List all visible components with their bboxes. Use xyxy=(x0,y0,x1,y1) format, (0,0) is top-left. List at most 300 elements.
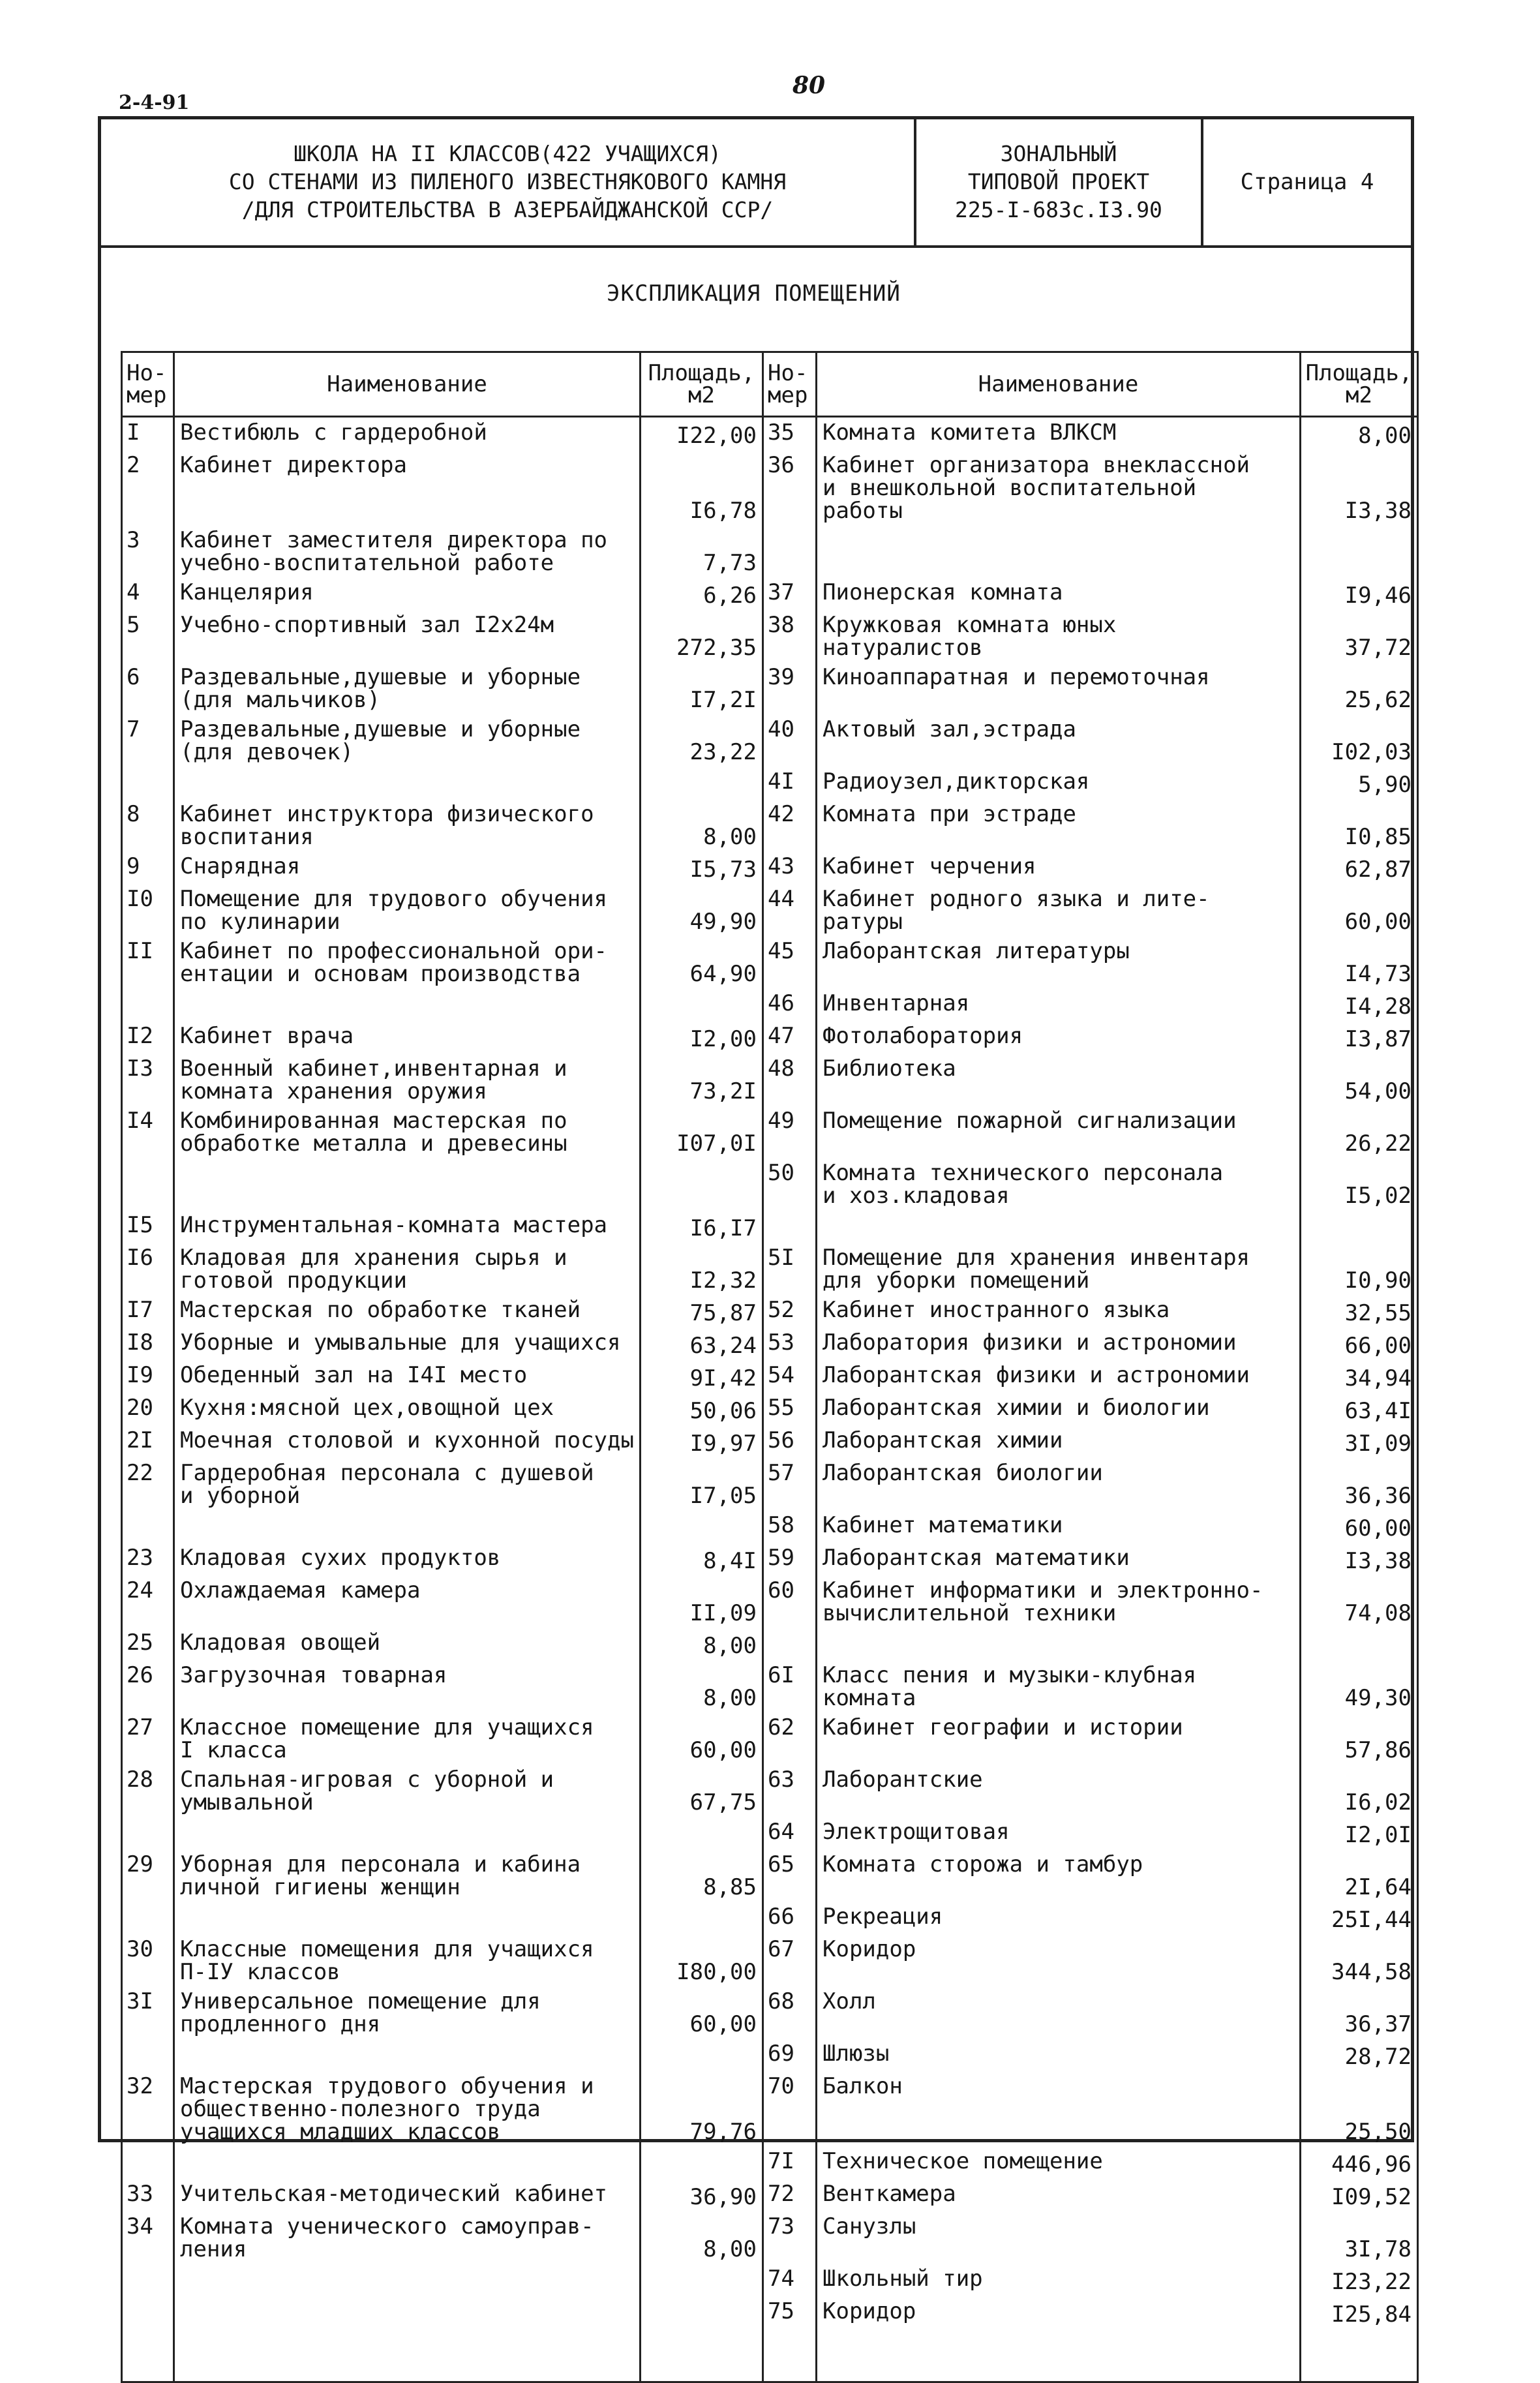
table-row xyxy=(122,1295,1418,1328)
room-name: Уборная для персонала и кабина личной гигиены женщин xyxy=(174,1849,641,1902)
room-name xyxy=(174,1510,641,1543)
room-number: 66 xyxy=(763,1902,817,1934)
table-row xyxy=(122,2211,1418,2264)
rooms-explication-table xyxy=(121,351,1419,2383)
room-number xyxy=(763,525,817,577)
room-number: 64 xyxy=(763,1817,817,1849)
room-number: 9 xyxy=(122,851,174,884)
room-number xyxy=(122,2146,174,2179)
room-name: Кабинет заместителя директора по учебно-воспитательной работе xyxy=(174,525,641,577)
room-name: Кабинет черчения xyxy=(817,851,1301,884)
room-area: 64,90 xyxy=(641,936,763,988)
room-name: Комбинированная мастерская по обработке металла и древесины xyxy=(174,1106,641,1158)
table-row xyxy=(122,884,1418,936)
document-code: 2-4-91 xyxy=(119,91,190,114)
title-block xyxy=(101,119,1411,248)
table-row xyxy=(122,1021,1418,1054)
room-area: 8,00 xyxy=(641,799,763,851)
room-area: I6,02 xyxy=(1301,1765,1418,1817)
room-area: I3,38 xyxy=(1301,1543,1418,1575)
room-number: 49 xyxy=(763,1106,817,1158)
room-name: Кружковая комната юных натуралистов xyxy=(817,610,1301,662)
room-number: 52 xyxy=(763,1295,817,1328)
room-number xyxy=(763,1628,817,1660)
sheet-title: ЭКСПЛИКАЦИЯ ПОМЕЩЕНИЙ xyxy=(607,281,901,307)
room-area: 36,37 xyxy=(1301,1986,1418,2039)
table-row xyxy=(122,1360,1418,1393)
header-name: Наименование xyxy=(174,352,641,417)
room-number: 22 xyxy=(122,1458,174,1510)
room-area: I6,78 xyxy=(641,450,763,525)
room-name xyxy=(174,767,641,799)
room-area xyxy=(641,767,763,799)
room-area: 54,00 xyxy=(1301,1054,1418,1106)
room-number xyxy=(122,2296,174,2329)
room-area xyxy=(641,1817,763,1849)
room-number: I9 xyxy=(122,1360,174,1393)
room-area: 62,87 xyxy=(1301,851,1418,884)
table-row xyxy=(122,2071,1418,2146)
room-name: Комната комитета ВЛКСМ xyxy=(817,417,1301,451)
room-number: I4 xyxy=(122,1106,174,1158)
room-area: I4,73 xyxy=(1301,936,1418,988)
table-end-row xyxy=(122,2329,1418,2382)
room-name xyxy=(174,1902,641,1934)
room-number: 4 xyxy=(122,577,174,610)
room-area xyxy=(1301,1628,1418,1660)
table-row xyxy=(122,936,1418,988)
room-name: Радиоузел,дикторская xyxy=(817,767,1301,799)
room-name: Кабинет инструктора физического воспитания xyxy=(174,799,641,851)
room-number xyxy=(122,1158,174,1210)
room-area xyxy=(641,2039,763,2071)
room-number: 56 xyxy=(763,1425,817,1458)
room-number: 5 xyxy=(122,610,174,662)
room-area: 36,90 xyxy=(641,2179,763,2211)
table-row xyxy=(122,767,1418,799)
room-number xyxy=(122,1902,174,1934)
room-area: II,09 xyxy=(641,1575,763,1628)
table-body xyxy=(122,417,1418,2382)
room-name: Кабинет математики xyxy=(817,1510,1301,1543)
table-row xyxy=(122,1328,1418,1360)
room-area: I23,22 xyxy=(1301,2264,1418,2296)
room-name: Помещение для трудового обучения по кулинарии xyxy=(174,884,641,936)
room-name: Охлаждаемая камера xyxy=(174,1575,641,1628)
room-area: 25,62 xyxy=(1301,662,1418,714)
room-number: 29 xyxy=(122,1849,174,1902)
room-number: 58 xyxy=(763,1510,817,1543)
room-name: Рекреация xyxy=(817,1902,1301,1934)
room-number: 53 xyxy=(763,1328,817,1360)
room-area xyxy=(641,2296,763,2329)
room-name: Фотолаборатория xyxy=(817,1021,1301,1054)
room-area: I07,0I xyxy=(641,1106,763,1158)
room-name xyxy=(174,2296,641,2329)
room-name: Кабинет врача xyxy=(174,1021,641,1054)
room-name: Шлюзы xyxy=(817,2039,1301,2071)
room-name: Спальная-игровая с уборной и умывальной xyxy=(174,1765,641,1817)
table-row xyxy=(122,2146,1418,2179)
school-title-line: ШКОЛА НА II КЛАССОВ(422 УЧАЩИХСЯ) xyxy=(294,141,721,167)
room-area: 8,4I xyxy=(641,1543,763,1575)
room-number: 33 xyxy=(122,2179,174,2211)
room-number: 46 xyxy=(763,988,817,1021)
room-area: 63,24 xyxy=(641,1328,763,1360)
room-area: 3I,78 xyxy=(1301,2211,1418,2264)
room-name: Кабинет иностранного языка xyxy=(817,1295,1301,1328)
room-area: 73,2I xyxy=(641,1054,763,1106)
table-row xyxy=(122,1817,1418,1849)
room-number: 44 xyxy=(763,884,817,936)
room-number: 69 xyxy=(763,2039,817,2071)
table-row xyxy=(122,577,1418,610)
room-name: Класс пения и музыки-клубная комната xyxy=(817,1660,1301,1712)
room-number: 74 xyxy=(763,2264,817,2296)
room-number: 3 xyxy=(122,525,174,577)
room-area: 32,55 xyxy=(1301,1295,1418,1328)
room-number: 65 xyxy=(763,1849,817,1902)
table-row xyxy=(122,1849,1418,1902)
room-name: Электрощитовая xyxy=(817,1817,1301,1849)
room-area: 66,00 xyxy=(1301,1328,1418,1360)
room-area: I6,I7 xyxy=(641,1210,763,1243)
room-number: 37 xyxy=(763,577,817,610)
room-number: 5I xyxy=(763,1243,817,1295)
table-row xyxy=(122,610,1418,662)
room-name xyxy=(817,1210,1301,1243)
room-number: 42 xyxy=(763,799,817,851)
room-name xyxy=(817,525,1301,577)
table-row xyxy=(122,1628,1418,1660)
room-area: 8,00 xyxy=(641,1660,763,1712)
room-name: Лаборатория физики и астрономии xyxy=(817,1328,1301,1360)
room-area: 49,30 xyxy=(1301,1660,1418,1712)
room-area: 75,87 xyxy=(641,1295,763,1328)
room-area: 6,26 xyxy=(641,577,763,610)
project-line: ЗОНАЛЬНЫЙ xyxy=(1000,141,1117,167)
room-area: 23,22 xyxy=(641,714,763,767)
room-area: 60,00 xyxy=(1301,884,1418,936)
room-name: Классное помещение для учащихся I класса xyxy=(174,1712,641,1765)
empty-cell xyxy=(763,2329,817,2382)
room-name: Коридор xyxy=(817,1934,1301,1986)
room-number: 30 xyxy=(122,1934,174,1986)
page-number: 80 xyxy=(793,72,826,99)
room-number xyxy=(122,1817,174,1849)
room-number: 2I xyxy=(122,1425,174,1458)
room-area: I2,0I xyxy=(1301,1817,1418,1849)
school-title xyxy=(101,119,916,245)
header-name: Наименование xyxy=(817,352,1301,417)
empty-cell xyxy=(122,2329,174,2382)
table-row xyxy=(122,1458,1418,1510)
room-number: I2 xyxy=(122,1021,174,1054)
room-number: 50 xyxy=(763,1158,817,1210)
room-number: I6 xyxy=(122,1243,174,1295)
room-name: Лаборантская химии и биологии xyxy=(817,1393,1301,1425)
room-area: 50,06 xyxy=(641,1393,763,1425)
room-number: 75 xyxy=(763,2296,817,2329)
room-number: 55 xyxy=(763,1393,817,1425)
room-number xyxy=(122,2264,174,2296)
table-row xyxy=(122,1765,1418,1817)
room-number xyxy=(122,1510,174,1543)
room-name: Гардеробная персонала с душевой и уборной xyxy=(174,1458,641,1510)
room-area xyxy=(1301,525,1418,577)
room-number: 24 xyxy=(122,1575,174,1628)
room-number: 45 xyxy=(763,936,817,988)
room-area xyxy=(1301,1210,1418,1243)
room-number: 72 xyxy=(763,2179,817,2211)
room-area xyxy=(641,1510,763,1543)
room-number: I5 xyxy=(122,1210,174,1243)
table-row xyxy=(122,1425,1418,1458)
room-number: 70 xyxy=(763,2071,817,2146)
room-name: Военный кабинет,инвентарная и комната хранения оружия xyxy=(174,1054,641,1106)
room-area: 8,00 xyxy=(641,1628,763,1660)
room-area: 60,00 xyxy=(641,1712,763,1765)
room-number: 8 xyxy=(122,799,174,851)
room-name: Лаборантская физики и астрономии xyxy=(817,1360,1301,1393)
room-name: Лаборантская литературы xyxy=(817,936,1301,988)
room-name: Вестибюль с гардеробной xyxy=(174,417,641,451)
table-row xyxy=(122,1660,1418,1712)
room-name: Балкон xyxy=(817,2071,1301,2146)
room-number: 73 xyxy=(763,2211,817,2264)
room-area: 5,90 xyxy=(1301,767,1418,799)
room-area xyxy=(641,1158,763,1210)
header-number: Но- мер xyxy=(763,352,817,417)
table-row xyxy=(122,525,1418,577)
room-name: Киноаппаратная и перемоточная xyxy=(817,662,1301,714)
project-line: ТИПОВОЙ ПРОЕКТ xyxy=(967,169,1150,195)
room-area: I5,73 xyxy=(641,851,763,884)
table-row xyxy=(122,1902,1418,1934)
table-row xyxy=(122,851,1418,884)
room-area: I0,85 xyxy=(1301,799,1418,851)
empty-cell xyxy=(817,2329,1301,2382)
room-name xyxy=(174,2264,641,2296)
room-area: 28,72 xyxy=(1301,2039,1418,2071)
room-area: I9,46 xyxy=(1301,577,1418,610)
room-name: Холл xyxy=(817,1986,1301,2039)
room-number: I3 xyxy=(122,1054,174,1106)
room-number: II xyxy=(122,936,174,988)
table-row xyxy=(122,2039,1418,2071)
room-number: 54 xyxy=(763,1360,817,1393)
room-number: I8 xyxy=(122,1328,174,1360)
room-number: 59 xyxy=(763,1543,817,1575)
table-row xyxy=(122,1158,1418,1210)
room-number xyxy=(122,2039,174,2071)
room-number: I xyxy=(122,417,174,451)
room-number: 36 xyxy=(763,450,817,525)
room-name: Санузлы xyxy=(817,2211,1301,2264)
table-row xyxy=(122,2296,1418,2329)
room-name: Уборные и умывальные для учащихся xyxy=(174,1328,641,1360)
room-area: 63,4I xyxy=(1301,1393,1418,1425)
room-area: 344,58 xyxy=(1301,1934,1418,1986)
room-name xyxy=(174,2039,641,2071)
room-number: 7I xyxy=(763,2146,817,2179)
room-number xyxy=(122,988,174,1021)
table-row xyxy=(122,799,1418,851)
room-name: Инструментальная-комната мастера xyxy=(174,1210,641,1243)
table-row xyxy=(122,450,1418,525)
room-area: I02,03 xyxy=(1301,714,1418,767)
room-area: 8,00 xyxy=(641,2211,763,2264)
empty-cell xyxy=(174,2329,641,2382)
room-area: I4,28 xyxy=(1301,988,1418,1021)
room-name: Комната ученического самоуправ- ления xyxy=(174,2211,641,2264)
room-area: 60,00 xyxy=(641,1986,763,2039)
table-row xyxy=(122,1393,1418,1425)
room-number: 35 xyxy=(763,417,817,451)
room-area: 79,76 xyxy=(641,2071,763,2146)
room-area: 8,85 xyxy=(641,1849,763,1902)
room-area: 57,86 xyxy=(1301,1712,1418,1765)
room-area: I09,52 xyxy=(1301,2179,1418,2211)
room-name: Кладовая сухих продуктов xyxy=(174,1543,641,1575)
room-number: 48 xyxy=(763,1054,817,1106)
room-area: 2I,64 xyxy=(1301,1849,1418,1902)
room-name: Лаборантская биологии xyxy=(817,1458,1301,1510)
room-name: Кабинет родного языка и лите- ратуры xyxy=(817,884,1301,936)
room-area: I9,97 xyxy=(641,1425,763,1458)
sheet-page-label: Страница 4 xyxy=(1240,169,1374,196)
table-row xyxy=(122,1210,1418,1243)
room-name: Снарядная xyxy=(174,851,641,884)
table-row xyxy=(122,1986,1418,2039)
table-row xyxy=(122,1106,1418,1158)
school-title-line: /ДЛЯ СТРОИТЕЛЬСТВА В АЗЕРБАЙДЖАНСКОЙ ССР/ xyxy=(241,196,774,222)
room-number: I7 xyxy=(122,1295,174,1328)
room-name: Актовый зал,эстрада xyxy=(817,714,1301,767)
table-row xyxy=(122,714,1418,767)
room-number: 6 xyxy=(122,662,174,714)
room-area: I3,38 xyxy=(1301,450,1418,525)
room-name: Помещение для хранения инвентаря для уборки помещений xyxy=(817,1243,1301,1295)
table-row xyxy=(122,1934,1418,1986)
room-area: I22,00 xyxy=(641,417,763,451)
room-area: I2,00 xyxy=(641,1021,763,1054)
room-number: 34 xyxy=(122,2211,174,2264)
room-name: Универсальное помещение для продленного дня xyxy=(174,1986,641,2039)
room-area: 3I,09 xyxy=(1301,1425,1418,1458)
room-number: 60 xyxy=(763,1575,817,1628)
room-number: 23 xyxy=(122,1543,174,1575)
room-number: 43 xyxy=(763,851,817,884)
table-row xyxy=(122,662,1418,714)
room-name: Кабинет организатора внеклассной и внешкольной воспитательной работы xyxy=(817,450,1301,525)
room-number: 63 xyxy=(763,1765,817,1817)
room-area: 34,94 xyxy=(1301,1360,1418,1393)
table-row xyxy=(122,1543,1418,1575)
room-number: 62 xyxy=(763,1712,817,1765)
room-area: 272,35 xyxy=(641,610,763,662)
room-area: I3,87 xyxy=(1301,1021,1418,1054)
table-row xyxy=(122,1510,1418,1543)
room-area: I80,00 xyxy=(641,1934,763,1986)
room-area: I2,32 xyxy=(641,1243,763,1295)
header-area: Площадь, м2 xyxy=(1301,352,1418,417)
room-area xyxy=(641,2264,763,2296)
room-name: Учительская-методический кабинет xyxy=(174,2179,641,2211)
room-name: Кабинет по профессиональной ори- ентации и основам производства xyxy=(174,936,641,988)
room-name: Комната технического персонала и хоз.кладовая xyxy=(817,1158,1301,1210)
room-name: Техническое помещение xyxy=(817,2146,1301,2179)
room-name: Лаборантская химии xyxy=(817,1425,1301,1458)
room-area: 36,36 xyxy=(1301,1458,1418,1510)
table-row xyxy=(122,2179,1418,2211)
project-info xyxy=(916,119,1203,245)
room-number: 4I xyxy=(763,767,817,799)
room-name: Кухня:мясной цех,овощной цех xyxy=(174,1393,641,1425)
table-header-row xyxy=(122,352,1418,417)
room-number: 25 xyxy=(122,1628,174,1660)
room-area: 60,00 xyxy=(1301,1510,1418,1543)
table-row xyxy=(122,2264,1418,2296)
room-area: I0,90 xyxy=(1301,1243,1418,1295)
room-area xyxy=(641,2146,763,2179)
table-row xyxy=(122,1243,1418,1295)
table-row xyxy=(122,417,1418,451)
room-name: Инвентарная xyxy=(817,988,1301,1021)
room-name: Коридор xyxy=(817,2296,1301,2329)
room-number: 6I xyxy=(763,1660,817,1712)
room-name: Кабинет географии и истории xyxy=(817,1712,1301,1765)
room-name: Кабинет директора xyxy=(174,450,641,525)
room-area: 74,08 xyxy=(1301,1575,1418,1628)
table-row xyxy=(122,988,1418,1021)
room-area: I5,02 xyxy=(1301,1158,1418,1210)
project-code: 225-I-683с.I3.90 xyxy=(955,196,1162,222)
empty-cell xyxy=(1301,2329,1418,2382)
room-name: Лаборантские xyxy=(817,1765,1301,1817)
room-name: Моечная столовой и кухонной посуды xyxy=(174,1425,641,1458)
room-name: Комната при эстраде xyxy=(817,799,1301,851)
room-number: 20 xyxy=(122,1393,174,1425)
room-name: Канцелярия xyxy=(174,577,641,610)
header-area: Площадь, м2 xyxy=(641,352,763,417)
room-number: 68 xyxy=(763,1986,817,2039)
room-name: Раздевальные,душевые и уборные (для мальчиков) xyxy=(174,662,641,714)
room-area: 446,96 xyxy=(1301,2146,1418,2179)
room-name: Мастерская трудового обучения и общественно-полезного труда учащихся младших классов xyxy=(174,2071,641,2146)
room-number: 27 xyxy=(122,1712,174,1765)
room-name: Кабинет информатики и электронно- вычислительной техники xyxy=(817,1575,1301,1628)
school-title-line: СО СТЕНАМИ ИЗ ПИЛЕНОГО ИЗВЕСТНЯКОВОГО КАМНЯ xyxy=(228,169,787,195)
room-area: 7,73 xyxy=(641,525,763,577)
room-area: 26,22 xyxy=(1301,1106,1418,1158)
room-number: 7 xyxy=(122,714,174,767)
room-area: I25,84 xyxy=(1301,2296,1418,2329)
room-area xyxy=(641,1902,763,1934)
room-area: 67,75 xyxy=(641,1765,763,1817)
table-row xyxy=(122,1575,1418,1628)
empty-cell xyxy=(641,2329,763,2382)
room-name xyxy=(817,1628,1301,1660)
room-area xyxy=(641,988,763,1021)
room-area: 9I,42 xyxy=(641,1360,763,1393)
room-name: Мастерская по обработке тканей xyxy=(174,1295,641,1328)
room-number: 28 xyxy=(122,1765,174,1817)
room-number: 57 xyxy=(763,1458,817,1510)
room-name: Библиотека xyxy=(817,1054,1301,1106)
room-number: 38 xyxy=(763,610,817,662)
room-number xyxy=(763,1210,817,1243)
